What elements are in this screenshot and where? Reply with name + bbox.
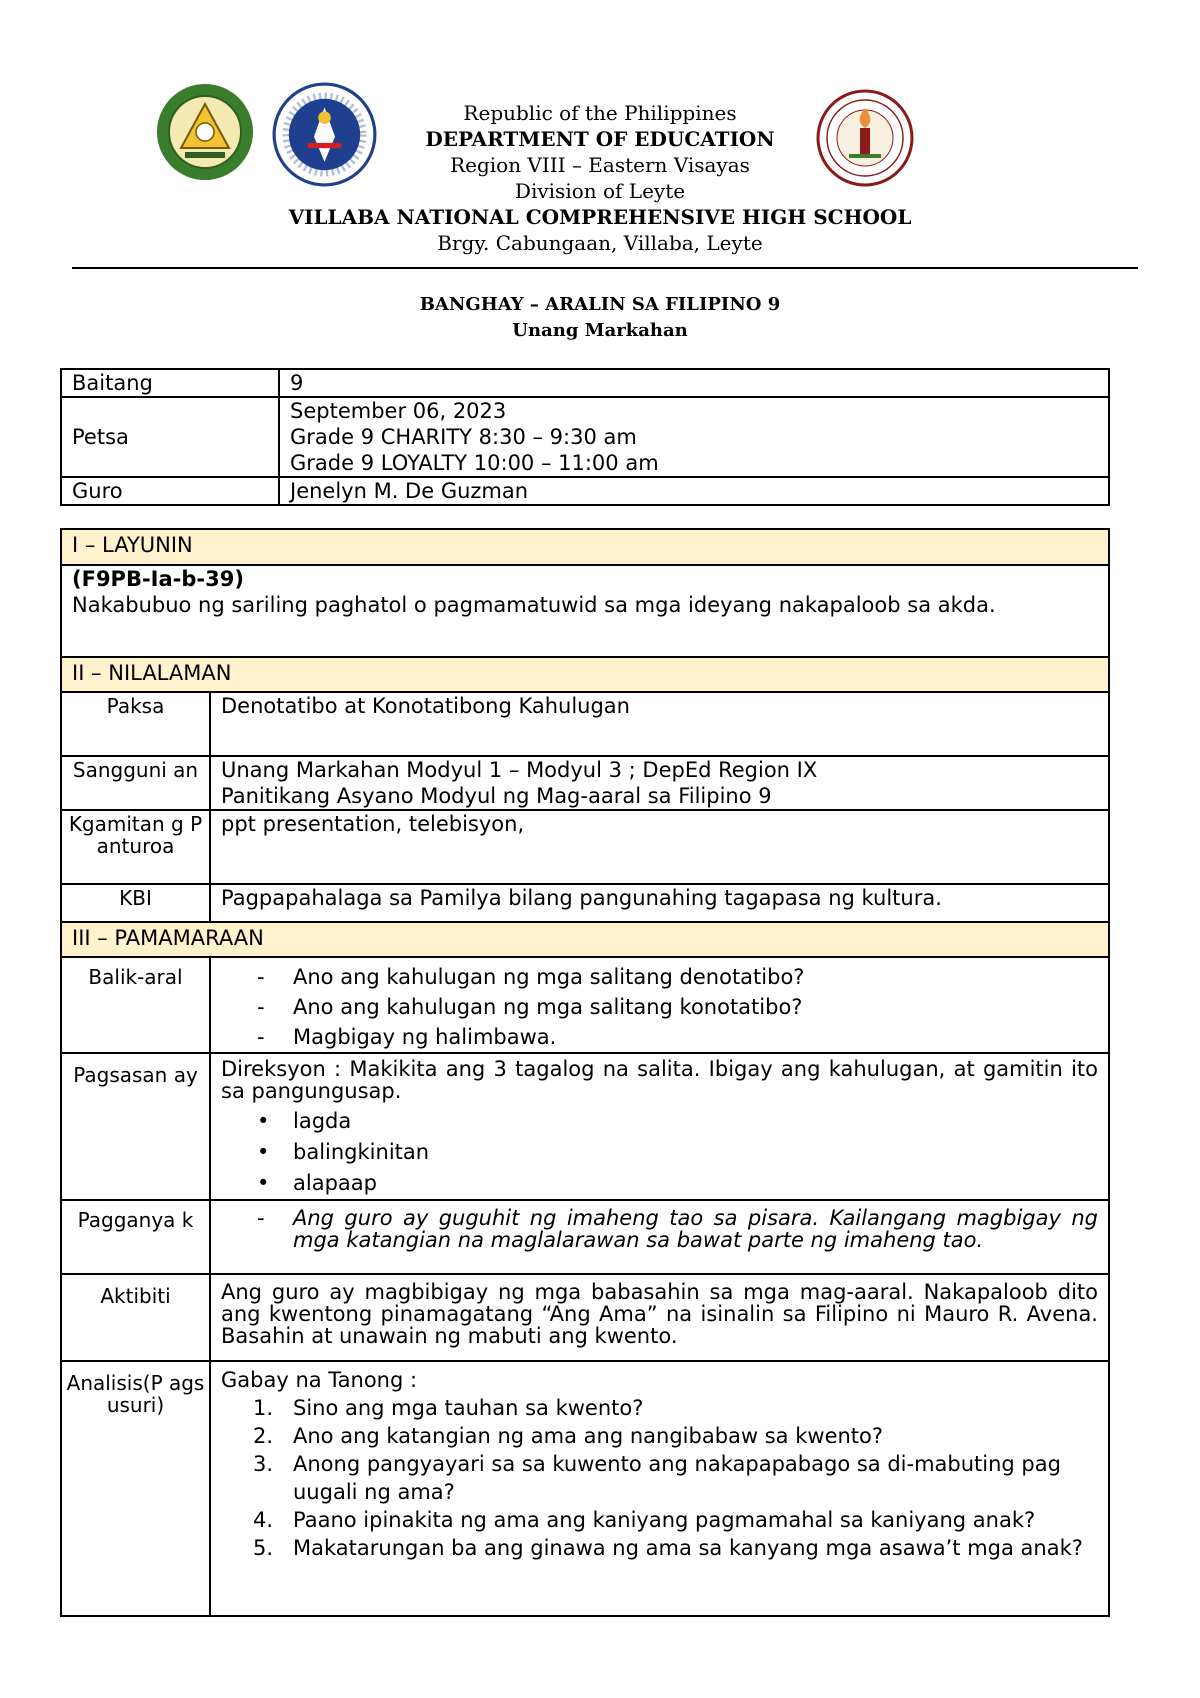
pagsasanay-label: Pagsasan ay bbox=[61, 1053, 210, 1200]
pamamaraan-header: III – PAMAMARAAN bbox=[61, 922, 1109, 957]
analisis-content bbox=[210, 1361, 1109, 1616]
petsa-schedule-loyalty: Grade 9 LOYALTY 10:00 – 11:00 am bbox=[290, 451, 659, 475]
list-item: - Ano ang kahulugan ng mga salitang denotatibo? bbox=[257, 965, 805, 989]
guro-label: Guro bbox=[61, 477, 279, 505]
list-item: 4. Paano ipinakita ng ama ang kaniyang pagmamahal sa kaniyang anak? bbox=[253, 1508, 1036, 1532]
layunin-header: I – LAYUNIN bbox=[61, 529, 1109, 565]
document-subtitle: Unang Markahan bbox=[512, 320, 688, 341]
info-table bbox=[60, 368, 1110, 506]
analisis-label: Analisis(P agsusuri) bbox=[61, 1361, 210, 1616]
department-label: DEPARTMENT OF EDUCATION bbox=[425, 127, 775, 151]
list-item: 5. Makatarungan ba ang ginawa ng ama sa kanyang mga asawa’t mga anak? bbox=[253, 1536, 1083, 1560]
region-label: Region VIII – Eastern Visayas bbox=[450, 153, 750, 177]
list-item: - Ang guro ay guguhit ng imaheng tao sa pisara. Kailangang magbigay ng mga katangian na maglalarawan sa bawat parte ng imaheng tao. bbox=[257, 1206, 1098, 1252]
paksa-value: Denotatibo at Konotatibong Kahulugan bbox=[210, 692, 1109, 756]
sanggunian-value bbox=[210, 756, 1109, 810]
balik-aral-label: Balik-aral bbox=[61, 957, 210, 1053]
petsa-date: September 06, 2023 bbox=[290, 399, 507, 423]
republic-label: Republic of the Philippines bbox=[463, 101, 737, 125]
paksa-label: Paksa bbox=[61, 692, 210, 756]
aktibiti-label: Aktibiti bbox=[61, 1274, 210, 1361]
lesson-plan-table bbox=[60, 528, 1110, 1617]
balik-aral-list bbox=[221, 962, 1108, 1052]
school-address: Brgy. Cabungaan, Villaba, Leyte bbox=[437, 231, 763, 255]
school-name: VILLABA NATIONAL COMPREHENSIVE HIGH SCHOOL bbox=[288, 205, 912, 229]
list-item: • alapaap bbox=[257, 1171, 377, 1195]
petsa-value bbox=[279, 397, 1109, 477]
balik-aral-content bbox=[210, 957, 1109, 1053]
list-item: - Ano ang kahulugan ng mga salitang konotatibo? bbox=[257, 995, 803, 1019]
header-divider bbox=[72, 267, 1138, 269]
aktibiti-text: Ang guro ay magbibigay ng mga babasahin sa mga mag-aaral. Nakapaloob dito ang kwentong pinamagatang “Ang Ama” na isinalin sa Filipino ni Mauro R. Avena. Basahin at unawain ng mabuti ang kwento. bbox=[210, 1274, 1109, 1361]
nilalaman-header: II – NILALAMAN bbox=[61, 657, 1109, 692]
list-item: 1. Sino ang mga tauhan sa kwento? bbox=[253, 1396, 644, 1420]
list-item: 3. Anong pangyayari sa sa kuwento ang nakapapabago sa di-mabuting pag uugali ng ama? bbox=[253, 1452, 1061, 1504]
division-label: Division of Leyte bbox=[514, 179, 686, 203]
list-item: • lagda bbox=[257, 1109, 352, 1133]
sanggunian-label: Sangguni an bbox=[61, 756, 210, 810]
layunin-content bbox=[61, 565, 1109, 657]
list-item: • balingkinitan bbox=[257, 1140, 430, 1164]
analisis-intro: Gabay na Tanong : bbox=[221, 1368, 418, 1392]
analisis-questions bbox=[221, 1394, 1108, 1562]
pagganyak-label: Pagganya k bbox=[61, 1200, 210, 1274]
list-item: 2. Ano ang katangian ng ama ang nangibabaw sa kwento? bbox=[253, 1424, 884, 1448]
document-title: BANGHAY – ARALIN SA FILIPINO 9 bbox=[419, 294, 781, 315]
sanggunian-line: Unang Markahan Modyul 1 – Modyul 3 ; DepEd Region IX bbox=[221, 758, 818, 782]
kbi-label: KBI bbox=[61, 884, 210, 922]
layunin-text: Nakabubuo ng sariling paghatol o pagmamatuwid sa mga ideyang nakapaloob sa akda. bbox=[72, 593, 996, 617]
kbi-value: Pagpapahalaga sa Pamilya bilang pangunahing tagapasa ng kultura. bbox=[210, 884, 1109, 922]
petsa-schedule-charity: Grade 9 CHARITY 8:30 – 9:30 am bbox=[290, 425, 637, 449]
baitang-value: 9 bbox=[279, 369, 1109, 397]
pagganyak-list bbox=[221, 1207, 1108, 1251]
kagamitan-value: ppt presentation, telebisyon, bbox=[210, 810, 1109, 884]
pagsasanay-direksyon: Direksyon : Makikita ang 3 tagalog na salita. Ibigay ang kahulugan, at gamitin ito sa pangungusap. bbox=[221, 1057, 1098, 1103]
sanggunian-line: Panitikang Asyano Modyul ng Mag-aaral sa Filipino 9 bbox=[221, 784, 772, 808]
kagamitan-label: Kgamitan g Panturoa bbox=[61, 810, 210, 884]
baitang-label: Baitang bbox=[61, 369, 279, 397]
guro-value: Jenelyn M. De Guzman bbox=[279, 477, 1109, 505]
petsa-label: Petsa bbox=[61, 397, 279, 477]
pagsasanay-list bbox=[221, 1106, 1108, 1199]
pagsasanay-content bbox=[210, 1053, 1109, 1200]
list-item: - Magbigay ng halimbawa. bbox=[257, 1025, 557, 1049]
layunin-code: (F9PB-Ia-b-39) bbox=[72, 567, 244, 591]
pagganyak-content bbox=[210, 1200, 1109, 1274]
